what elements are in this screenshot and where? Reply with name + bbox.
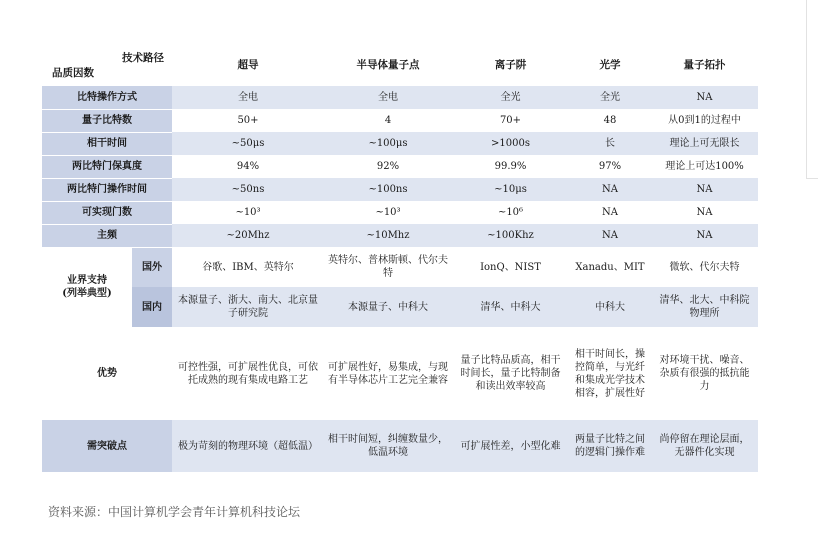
table-cell: NA [569, 224, 651, 247]
table-cell: NA [651, 178, 758, 201]
table-cell: 谷歌、IBM、英特尔 [172, 247, 324, 287]
industry-support-label: 业界支持 (列举典型) [42, 247, 132, 327]
table-row [42, 201, 758, 224]
col-header-semiconductor-dot: 半导体量子点 [356, 58, 420, 71]
table-cell: IonQ、NIST [452, 247, 569, 287]
table-cell: 99.9% [452, 155, 569, 178]
table-cell: 极为苛刻的物理环境（超低温） [172, 420, 324, 472]
table-row [42, 224, 758, 247]
side-scroll-panel [806, 0, 818, 179]
table-cell: ~20Mhz [172, 224, 324, 247]
table-row [42, 155, 758, 178]
table-cell: 全电 [324, 86, 452, 109]
table-cell: 两量子比特之间的逻辑门操作难 [569, 420, 651, 472]
table-cell: NA [569, 178, 651, 201]
table-cell: 相干时间短，纠缠数量少，低温环境 [324, 420, 452, 472]
table-cell: ~50ns [172, 178, 324, 201]
col-header-topological: 量子拓扑 [683, 58, 726, 71]
row-label: 比特操作方式 [42, 86, 172, 109]
table-cell: ~10⁶ [452, 201, 569, 224]
table-cell: 对环境干扰、噪音、杂质有很强的抵抗能力 [651, 327, 758, 420]
header-quality-factor-label: 品质因数 [52, 67, 94, 79]
table-row [42, 132, 758, 155]
table-cell: NA [651, 86, 758, 109]
table-cell: 48 [569, 109, 651, 132]
table-cell: 50+ [172, 109, 324, 132]
quantum-comparison-table [42, 44, 758, 472]
row-label: 两比特门操作时间 [42, 178, 172, 201]
row-label: 可实现门数 [42, 201, 172, 224]
row-label: 量子比特数 [42, 109, 172, 132]
col-header-superconducting: 超导 [237, 58, 259, 71]
header-row [42, 44, 758, 86]
table-cell: 理论上可达100% [651, 155, 758, 178]
industry-foreign-row [42, 247, 758, 287]
advantages-label: 优势 [42, 327, 172, 420]
table-row [42, 109, 758, 132]
table-cell: 全电 [172, 86, 324, 109]
table-cell: 量子比特品质高，相干时间长，量子比特制备和读出效率较高 [452, 327, 569, 420]
table-cell: >1000s [452, 132, 569, 155]
table-cell: 4 [324, 109, 452, 132]
row-label: 主频 [42, 224, 172, 247]
table-cell: 92% [324, 155, 452, 178]
table-cell: ~50μs [172, 132, 324, 155]
col-header-optical: 光学 [599, 58, 621, 71]
table-cell: Xanadu、MIT [569, 247, 651, 287]
table-cell: 微软、代尔夫特 [651, 247, 758, 287]
breakthroughs-label: 需突破点 [42, 420, 172, 472]
table-cell: ~100Khz [452, 224, 569, 247]
table-cell: 清华、北大、中科院物理所 [651, 287, 758, 327]
table-cell: 本源量子、浙大、南大、北京量子研究院 [172, 287, 324, 327]
table-cell: 清华、中科大 [452, 287, 569, 327]
table-cell: NA [651, 224, 758, 247]
table-cell: 可控性强，可扩展性优良，可依托成熟的现有集成电路工艺 [172, 327, 324, 420]
table-cell: 可扩展性好，易集成，与现有半导体芯片工艺完全兼容 [324, 327, 452, 420]
table-cell: ~100μs [324, 132, 452, 155]
col-header-ion-trap: 离子阱 [494, 58, 527, 71]
table-cell: 本源量子、中科大 [324, 287, 452, 327]
table-cell: 相干时间长，操控简单，与光纤和集成光学技术相容，扩展性好 [569, 327, 651, 420]
table-cell: 94% [172, 155, 324, 178]
table-cell: ~10³ [172, 201, 324, 224]
header-tech-path-label: 技术路径 [122, 52, 164, 64]
table-cell: ~10μs [452, 178, 569, 201]
breakthroughs-row [42, 420, 758, 472]
table-cell: ~100ns [324, 178, 452, 201]
header-diagonal-cell [42, 44, 172, 86]
table-cell: 理论上可无限长 [651, 132, 758, 155]
table-cell: 尚停留在理论层面，无器件化实现 [651, 420, 758, 472]
table-row [42, 86, 758, 109]
source-caption: 资料来源：中国计算机学会青年计算机科技论坛 [48, 505, 301, 519]
table-cell: 英特尔、普林斯顿、代尔夫特 [324, 247, 452, 287]
table-cell: ~10Mhz [324, 224, 452, 247]
table-cell: NA [651, 201, 758, 224]
table-cell: 中科大 [569, 287, 651, 327]
table-cell: ~10³ [324, 201, 452, 224]
row-label: 相干时间 [42, 132, 172, 155]
industry-foreign-label: 国外 [132, 247, 172, 287]
industry-domestic-label: 国内 [132, 287, 172, 327]
table-cell: 全光 [569, 86, 651, 109]
table-cell: 从0到1的过程中 [651, 109, 758, 132]
table-cell: 长 [569, 132, 651, 155]
advantages-row [42, 327, 758, 420]
table-cell: 可扩展性差，小型化难 [452, 420, 569, 472]
table-cell: NA [569, 201, 651, 224]
table-cell: 70+ [452, 109, 569, 132]
table-cell: 全光 [452, 86, 569, 109]
table-cell: 97% [569, 155, 651, 178]
row-label: 两比特门保真度 [42, 155, 172, 178]
industry-domestic-row [42, 287, 758, 327]
table-row [42, 178, 758, 201]
